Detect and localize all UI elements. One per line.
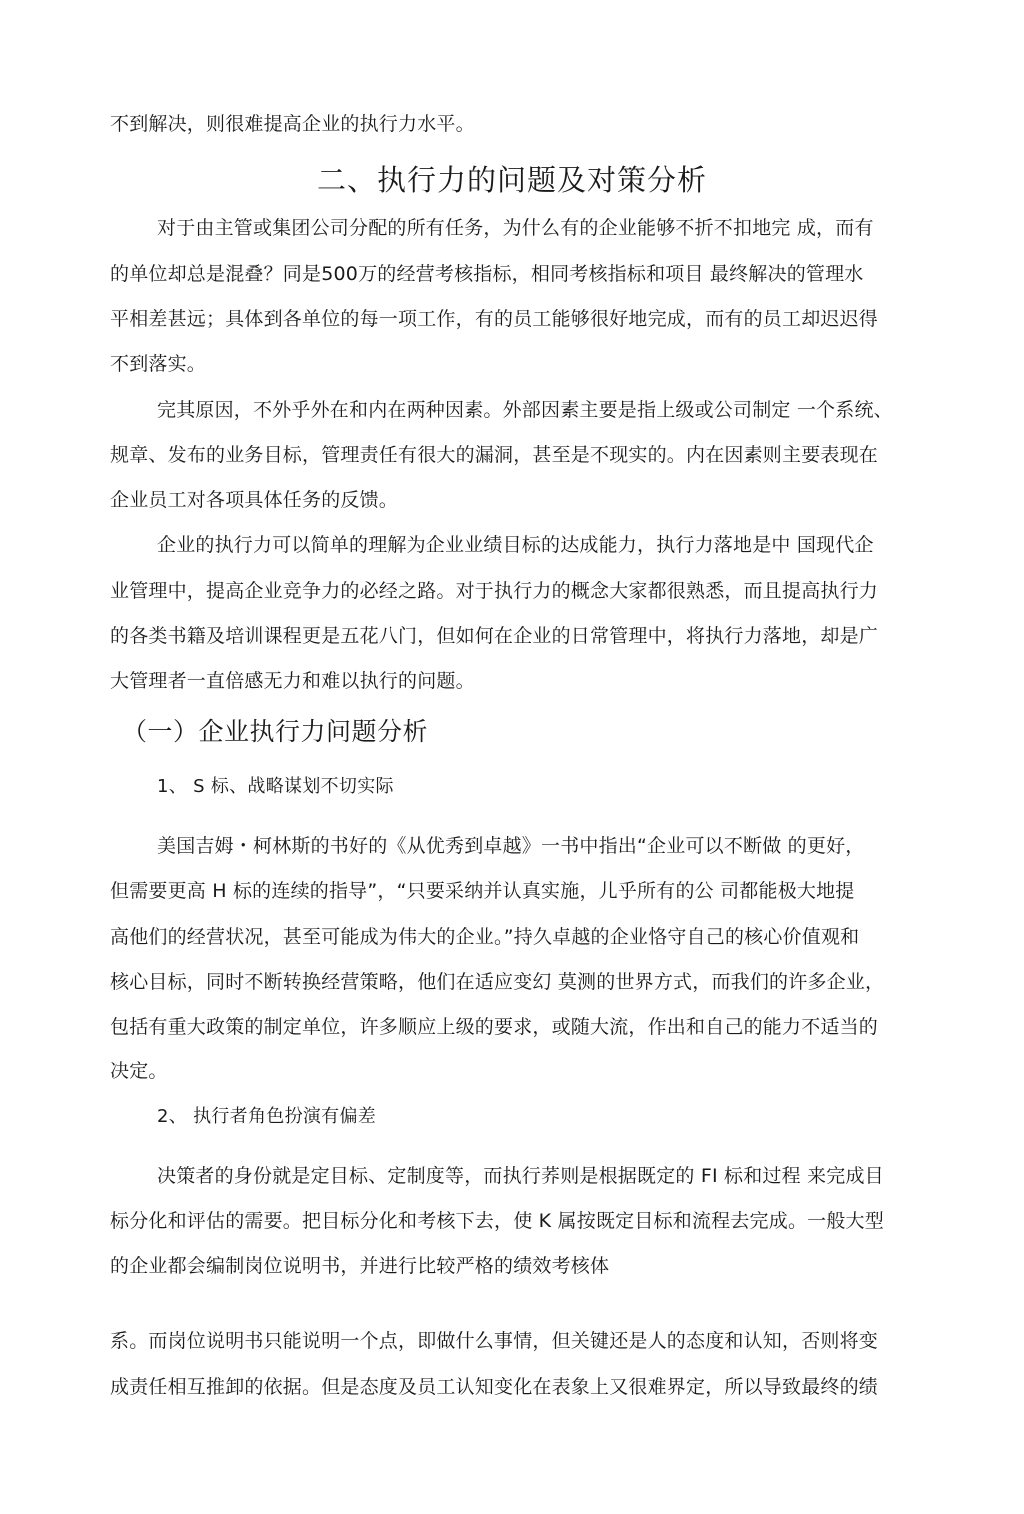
paragraph-line: 标分化和评估的需要。把目标分化和考核下去，使 K 属按既定目标和流程去完成。一般大型 (110, 1210, 884, 1232)
paragraph-line: 的各类书籍及培训课程更是五花八门，但如何在企业的日常管理中，将执行力落地，却是广 (110, 625, 879, 647)
paragraph-line: 完其原因，不外乎外在和内在两种因素。外部因素主要是指上级或公司制定 一个系统、 (157, 399, 893, 421)
item-title: 1、 S 标、战略谋划不切实际 (157, 776, 394, 797)
paragraph-line: 大管理者一直倍感无力和难以执行的问题。 (110, 670, 475, 692)
paragraph-line: 的企业都会编制岗位说明书，并进行比较严格的绩效考核体 (110, 1255, 610, 1277)
paragraph-line: 高他们的经营状况，甚至可能成为伟大的企业。”持久卓越的企业恪守自己的核心价值观和 (110, 926, 860, 948)
paragraph-line: 成责任相互推卸的依据。但是态度及员工认知变化在表象上又很难界定，所以导致最终的绩 (110, 1376, 879, 1398)
paragraph-line: 但需要更高 H 标的连续的指导”，“只要采纳并认真实施，儿乎所有的公 司都能极大地提 (110, 880, 855, 902)
paragraph-line: 企业员工对各项具体任务的反馈。 (110, 489, 399, 511)
paragraph-line: 企业的执行力可以简单的理解为企业业绩目标的达成能力，执行力落地是中 国现代企 (157, 534, 874, 556)
paragraph-line: 决策者的身份就是定目标、定制度等，而执行荞则是根据既定的 FI 标和过程 来完成目 (157, 1165, 884, 1187)
paragraph-line: 包括有重大政策的制定单位，许多顺应上级的要求，或随大流，作出和自己的能力不适当的 (110, 1016, 879, 1038)
subsection-title: （一）企业执行力问题分析 (122, 717, 429, 746)
paragraph-line: 决定。 (110, 1060, 168, 1082)
item-title: 2、 执行者角色扮演有偏差 (157, 1106, 377, 1127)
paragraph-line: 不到落实。 (110, 353, 207, 375)
paragraph-line: 系。而岗位说明书只能说明一个点，即做什么事情，但关键还是人的态度和认知，否则将变 (110, 1330, 879, 1352)
paragraph-line: 的单位却总是混叠？同是500万的经营考核指标，相同考核指标和项目 最终解决的管理水 (110, 263, 864, 285)
paragraph-line: 核心目标，同时不断转换经营策略，他们在适应变幻 莫测的世界方式，而我们的许多企业， (110, 971, 885, 993)
section-title: 二、执行力的问题及对策分析 (316, 163, 707, 197)
paragraph-line: 平相差甚远；具体到各单位的每一项工作，有的员工能够很好地完成，而有的员工却迟迟得 (110, 308, 879, 330)
paragraph-line: 不到解决，则很难提高企业的执行力水平。 (110, 113, 475, 135)
paragraph-line: 业管理中，提高企业竞争力的必经之路。对于执行力的概念大家都很熟悉，而且提高执行力 (110, 580, 879, 602)
paragraph-line: 规章、发布的业务目标，管理责任有很大的漏洞，甚至是不现实的。内在因素则主要表现在 (110, 444, 879, 466)
paragraph-line: 美国吉姆・柯林斯的书好的《从优秀到卓越》一书中指出“企业可以不断做 的更好， (157, 835, 865, 857)
paragraph-line: 对于由主管或集团公司分配的所有任务，为什么有的企业能够不折不扣地完 成，而有 (157, 217, 874, 239)
